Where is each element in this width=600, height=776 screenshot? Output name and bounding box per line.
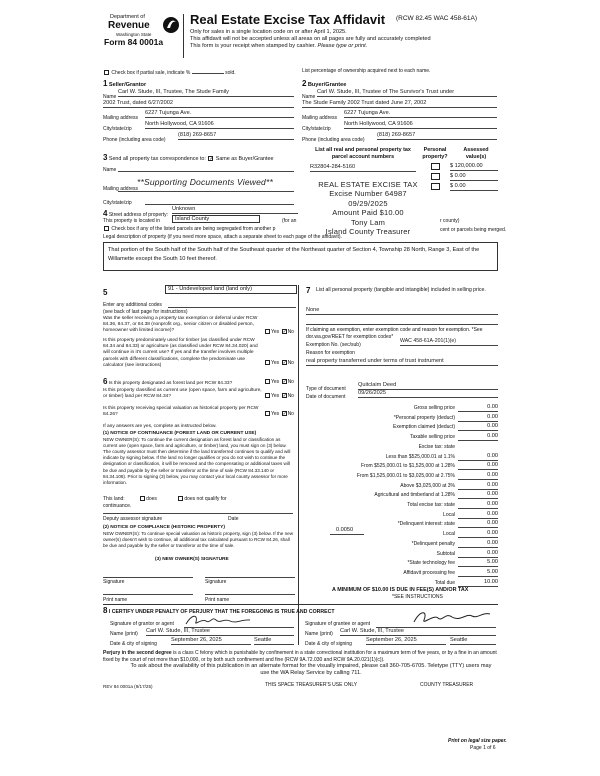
- seller-heading: [103, 79, 146, 89]
- tax-line-value[interactable]: 0.00: [458, 423, 498, 431]
- rcw-reference: (RCW 82.45 WAC 458-61A): [396, 15, 478, 22]
- header-divider: [183, 14, 184, 58]
- no-label: No: [287, 393, 294, 399]
- tax-line-value[interactable]: 0.00: [458, 550, 498, 558]
- current-use-answer: [264, 393, 294, 399]
- tax-line-label: Affidavit processing fee: [403, 569, 455, 576]
- tax-line-label: From $1,525,000.01 to $3,025,000 at 2.75%: [356, 472, 455, 479]
- parcel-col-header: List all real and personal property tax parcel account numbers: [315, 147, 411, 160]
- tax-line-label: Agricultural and timberland at 1.28%: [374, 492, 455, 499]
- assessed-value-col-header: Assessed value(s): [463, 147, 489, 160]
- state-label: Washington State: [116, 32, 152, 37]
- correspondence-name-field[interactable]: [118, 166, 294, 172]
- legal-paper-note: Print on legal size paper.: [448, 738, 507, 744]
- grantee-signature-image: [410, 608, 495, 628]
- personal-property-col-header: Personal property?: [422, 147, 448, 160]
- seller-phone-label: Phone (including area code): [103, 137, 166, 143]
- header-notice-3: [190, 43, 367, 50]
- tax-line-label: *State technology fee: [407, 560, 455, 567]
- compliance-heading: (2) NOTICE OF COMPLIANCE (HISTORIC PROPERTY): [103, 525, 225, 530]
- does-not-label: does not qualify for: [184, 496, 227, 502]
- tax-line-label: Subtotal: [436, 550, 455, 557]
- personal-property-checkbox[interactable]: [431, 163, 440, 170]
- assessor-signature-label: Deputy assessor signature: [103, 516, 163, 522]
- no-label: No: [287, 360, 294, 366]
- tax-line-value[interactable]: 0.00: [458, 472, 498, 480]
- county-value: Island County: [175, 216, 210, 222]
- grantee-city-field[interactable]: Seattle: [450, 637, 496, 645]
- document-type-field[interactable]: Quitclaim Deed: [358, 382, 498, 390]
- no-label: No: [287, 329, 294, 335]
- section-divider-vertical: [298, 285, 299, 645]
- exemption-claim-label: If claiming an exemption, enter exemption code and reason for exemption. *See dor.wa.gov/REET for exemption codes*: [306, 327, 483, 341]
- grantee-name-label: Name (print): [305, 631, 333, 637]
- partial-sale-row: [103, 68, 236, 76]
- grantee-date-field[interactable]: September 26, 2025: [366, 637, 446, 645]
- tax-line-value[interactable]: 0.00: [458, 462, 498, 470]
- form-title: Real Estate Excise Tax Affidavit: [190, 12, 386, 27]
- street-address-field[interactable]: Unknown: [172, 206, 298, 214]
- section-3-number: 3: [103, 153, 108, 162]
- personal-property-label: List all personal property (tangible and intangible) included in selling price.: [316, 287, 486, 293]
- forest-no-checkbox[interactable]: ✓: [282, 379, 287, 386]
- perjury-bold: Perjury in the second degree: [103, 650, 172, 656]
- forest-land-question: [103, 377, 263, 387]
- assessor-date-label: Date: [228, 516, 239, 522]
- complete-instruction: If any answers are yes, complete as instructed below.: [103, 424, 217, 429]
- personal-property-field[interactable]: None: [306, 307, 498, 315]
- tax-line-label: Excise tax: state: [418, 443, 455, 450]
- section-8-top-rule: [103, 604, 498, 605]
- tax-line-label: Taxable selling price: [409, 434, 455, 441]
- header-notice-2: This affidavit will not be accepted unless all areas on all pages are fully and accurately completed: [190, 36, 431, 42]
- accessibility-notice: To ask about the availability of this publication in an alternate format for the visually impaired, please call 360-705-6705. Teletype (TTY) users may use the WA Relay Service by calling 711.: [130, 663, 492, 677]
- county-note: r county): [440, 218, 460, 224]
- tax-line-value[interactable]: 0.00: [458, 433, 498, 441]
- timber-question: Is this property predominately used for timber (as classified under RCW 84.34 and 84.33) or agriculture (as classified under RCW 84.34.020) and will continue in it's current use? If yes and the transfer involves multiple parcels with different classifications, complete the predominate use calculator (see instructions): [103, 338, 258, 368]
- this-land-label: This land:: [103, 496, 125, 502]
- tax-line-value[interactable]: 0.00: [458, 453, 498, 461]
- section-6-number: 6: [103, 377, 108, 386]
- tax-line-value[interactable]: 0.00: [458, 404, 498, 412]
- grantor-date-city-label: Date & city of signing: [110, 641, 157, 647]
- document-type-label: Type of document: [306, 386, 346, 392]
- supporting-documents-stamp: **Supporting Documents Viewed**: [137, 177, 273, 187]
- grantor-name-field[interactable]: Carl W. Stude, III, Trustee: [146, 628, 294, 636]
- seller-mailing-field[interactable]: 6227 Tujunga Ave.: [145, 110, 294, 118]
- document-date-label: Date of document: [306, 394, 346, 400]
- section-1-number: 1: [103, 79, 108, 88]
- current-use-question: Is this property classified as current use (open space, farm and agriculture, or timber) land per RCW 84.34?: [103, 388, 262, 400]
- stamp-line: Tony Lam: [350, 217, 386, 227]
- treasurer-use-only: THIS SPACE TREASURER'S USE ONLY: [265, 682, 358, 688]
- historic-no-checkbox[interactable]: ✓: [282, 411, 287, 418]
- exemption-no-checkbox[interactable]: ✓: [282, 329, 287, 336]
- new-owner-heading: (3) NEW OWNER(S) SIGNATURE: [155, 557, 229, 562]
- buyer-phone-label: Phone (including area code): [302, 137, 365, 143]
- county-treasurer: COUNTY TREASURER: [420, 682, 474, 688]
- grantee-signature-label: Signature of grantee or agent: [305, 621, 371, 627]
- grantee-date-city-label: Date & city of signing: [305, 641, 352, 647]
- assessed-value-field[interactable]: $ 120,000.00: [450, 163, 498, 171]
- exemption-reason-label: Reason for exemption: [306, 350, 355, 356]
- type-or-print-notice: Please type or print.: [317, 43, 368, 49]
- revenue-label: Revenue: [108, 20, 150, 31]
- partial-sale-sold-label: sold.: [225, 70, 236, 76]
- tax-line-label: Total excise tax: state: [407, 502, 455, 508]
- yes-label: Yes: [271, 360, 280, 366]
- grantor-signature-label: Signature of grantor or agent: [110, 621, 174, 627]
- buyer-mailing-field[interactable]: 6227 Tujunga Ave.: [344, 110, 497, 118]
- exemption-number-label: Exemption No. (sec/sub): [306, 342, 361, 348]
- buyer-mailing-label: Mailing address: [302, 115, 338, 121]
- personal-property-checkbox[interactable]: [431, 173, 440, 180]
- exemption-number-field[interactable]: WAC 458-61A-201(1)(e): [400, 338, 498, 346]
- dor-swirl-icon: [162, 14, 180, 36]
- for-an-label: (for an: [282, 218, 297, 224]
- perjury-notice: [103, 650, 499, 663]
- property-location-label: This property is located in: [103, 218, 160, 224]
- buyer-city-field[interactable]: North Hollywood, CA 91606: [344, 121, 497, 129]
- tax-line-value[interactable]: 0.00: [458, 511, 498, 519]
- section-8-number: 8: [103, 606, 108, 615]
- grantor-name-label: Name (print): [110, 631, 138, 637]
- new-owner-signature-field[interactable]: [205, 576, 295, 578]
- receipt-notice: This form is your receipt when stamped by cashier.: [190, 43, 318, 49]
- segregated-checkbox[interactable]: [104, 226, 109, 231]
- see-back-note: (see back of last page for instructions): [103, 309, 188, 315]
- dept-label: Department of: [110, 14, 145, 20]
- same-as-buyer-label: Same as Buyer/Grantee: [215, 156, 274, 162]
- correspondence-city-field[interactable]: [145, 199, 294, 205]
- tax-line-value: [458, 443, 498, 450]
- correspondence-name-label: Name: [103, 167, 117, 173]
- section-4-number: 4: [103, 209, 108, 218]
- tax-line-label: Gross selling price: [413, 405, 455, 411]
- signature-label: Signature: [103, 579, 125, 585]
- continuance-heading: (1) NOTICE OF CONTINUANCE (FOREST LAND OR CURRENT USE): [103, 431, 257, 436]
- form-number: Form 84 0001a: [104, 37, 164, 47]
- section-5-number: 5: [103, 288, 108, 297]
- this-land-row: [103, 496, 227, 502]
- buyer-name-field-line2[interactable]: The Stude Family 2002 Trust dated June 27, 2002: [302, 100, 497, 108]
- assessed-value-field[interactable]: $ 0.00: [450, 173, 498, 181]
- current-use-no-checkbox[interactable]: ✓: [282, 393, 287, 400]
- buyer-phone-field[interactable]: (818) 269-8657: [377, 132, 497, 140]
- no-label: No: [287, 379, 294, 385]
- seller-city-field[interactable]: North Hollywood, CA 91606: [145, 121, 294, 129]
- seller-name-label: Name: [103, 94, 117, 100]
- land-use-select[interactable]: [165, 285, 297, 294]
- tax-line-value[interactable]: 10.00: [458, 579, 498, 587]
- grantee-name-field[interactable]: Carl W. Stude, III, Trustee: [340, 628, 496, 636]
- same-as-buyer-checkbox[interactable]: ✓: [209, 156, 214, 163]
- tax-line-label: *Delinquent penalty: [411, 540, 455, 547]
- stamp-line: Amount Paid $10.00: [332, 208, 404, 218]
- does-qualify-checkbox[interactable]: [140, 496, 145, 501]
- tax-line-label: Above $3,025,000 at 3%: [400, 482, 455, 489]
- tax-line-label: Local: [443, 531, 455, 538]
- stamp-line: Island County Treasurer: [325, 226, 411, 236]
- yes-label: Yes: [271, 379, 280, 385]
- forest-land-answer: [264, 379, 294, 385]
- no-label: No: [287, 411, 294, 417]
- continuance-text: NEW OWNER(S): To continue the current designation as forest land or classification as current use (open space, farm and agriculture, or timber) land, you must sign on (3) below. The county assessor must then determine if the land transferred continues to qualify and will indicate by signing below. If the land no longer qualifies or you do not wish to continue the designation or classification, it will be removed and the compensating or additional taxes will be due and payable by the seller or transferor at the time of sale (RCW 84.33.140 or 84.34.108). Prior to signing (3) below, you may contact your local county assessor for more information.: [103, 437, 291, 485]
- timber-answer: [264, 360, 294, 366]
- new-owner-print-field[interactable]: [205, 593, 295, 595]
- seller-name-field-line2[interactable]: 2002 Trust, dated 6/27/2002: [103, 100, 294, 108]
- county-select[interactable]: [172, 215, 260, 223]
- exemption-reason-field[interactable]: real property transferred under terms of trust instrument: [306, 358, 498, 366]
- stamp-line: 09/29/2025: [348, 198, 388, 208]
- tax-line-label: Less than $525,000.01 at 1.1%: [385, 453, 455, 460]
- print-name-label: Print name: [103, 597, 128, 603]
- local-rate-underline: [330, 533, 364, 535]
- personal-property-field-line2[interactable]: [306, 323, 498, 325]
- buyer-heading-label: Buyer/Grantee: [307, 82, 347, 88]
- yes-label: Yes: [271, 411, 280, 417]
- tax-line-label: *Delinquent interest: state: [397, 521, 455, 528]
- current-use-yes-checkbox[interactable]: [265, 393, 270, 398]
- dor-logo: [108, 14, 178, 54]
- tax-line-value[interactable]: 5.00: [458, 559, 498, 567]
- tax-line-label: Total due: [434, 579, 455, 586]
- grantor-city-field[interactable]: Seattle: [254, 637, 294, 645]
- forest-land-question-text: Is this property designated as forest land per RCW 84.33?: [108, 381, 233, 386]
- partial-sale-percent-field[interactable]: [192, 68, 224, 74]
- exemption-yes-checkbox[interactable]: [265, 329, 270, 334]
- tax-line-value[interactable]: 0.00: [458, 530, 498, 538]
- correspondence-mailing-label: Mailing address: [103, 186, 139, 192]
- assessor-signature-field[interactable]: [103, 512, 293, 514]
- segregated-row: [103, 226, 275, 232]
- correspondence-city-label: City/state/zip: [103, 200, 132, 206]
- seller-phone-field[interactable]: (818) 269-8657: [178, 132, 294, 140]
- merged-note: cent or parcels being merged.: [440, 227, 507, 233]
- seller-mailing-label: Mailing address: [103, 115, 139, 121]
- section-7-number: 7: [306, 286, 311, 295]
- header-notice-1: Only for sales in a single location code on or after April 1, 2025.: [190, 29, 347, 35]
- legal-description-box[interactable]: [103, 242, 498, 271]
- tax-line-label: *Personal property (deduct): [393, 414, 455, 421]
- grantor-date-field[interactable]: September 26, 2025: [171, 637, 251, 645]
- local-rate-value: 0.0050: [336, 527, 354, 533]
- partial-sale-label: Check box if partial sale, indicate %: [111, 70, 191, 76]
- section-2-number: 2: [302, 79, 307, 88]
- minimum-notice: A MINIMUM OF $10.00 IS DUE IN FEE(S) AND/OR TAX: [332, 587, 469, 593]
- buyer-city-label: City/state/zip: [302, 126, 331, 132]
- legal-description-text: That portion of the South half of the South half of the Southeast quarter of the Northeast quarter of Section 4, Township 28 North, Range 3, East of the Willamette except the South 10 feet thereof.: [108, 247, 480, 262]
- exemption-question: Was the seller receiving a property tax exemption or deferral under RCW 84.36, 84.37, or 84.38 (nonprofit org., senior citizen or disabled person, homeowner with limited income)?: [103, 316, 258, 334]
- ownership-note: List percentage of ownership acquired next to each name.: [302, 68, 431, 74]
- see-instructions: *SEE INSTRUCTIONS: [392, 594, 443, 600]
- assessed-value-field[interactable]: $ 0.00: [450, 183, 498, 191]
- yes-label: Yes: [271, 393, 280, 399]
- new-owner-signature-field[interactable]: [103, 576, 193, 578]
- tax-correspondence-row: [103, 153, 274, 163]
- correspondence-mailing-field[interactable]: [118, 186, 294, 192]
- seller-city-label: City/state/zip: [103, 126, 132, 132]
- document-date-field[interactable]: 09/26/2025: [358, 390, 498, 398]
- timber-no-checkbox[interactable]: ✓: [282, 360, 287, 367]
- tax-line-value[interactable]: 0.00: [458, 540, 498, 548]
- land-use-value: 91 - Undeveloped land (land only): [168, 286, 252, 292]
- timber-yes-checkbox[interactable]: [265, 360, 270, 365]
- stamp-line: REAL ESTATE EXCISE TAX: [318, 180, 418, 189]
- tax-line-value[interactable]: 5.00: [458, 569, 498, 577]
- street-address-label: Street address of property:: [108, 212, 169, 218]
- tax-line-label: From $525,000.01 to $1,525,000 at 1.28%: [361, 463, 455, 470]
- tax-line-value[interactable]: 0.00: [458, 520, 498, 528]
- historic-yes-checkbox[interactable]: [265, 411, 270, 416]
- tax-line-label: Local: [443, 511, 455, 518]
- forest-yes-checkbox[interactable]: [265, 379, 270, 384]
- tax-line-value[interactable]: 0.00: [458, 491, 498, 499]
- excise-tax-stamp: [300, 180, 436, 236]
- signature-label: Signature: [205, 579, 227, 585]
- rev-number: REV 84 0001a (9/17/25): [103, 684, 153, 689]
- tax-line-value[interactable]: 0.00: [458, 414, 498, 422]
- parcel-number-field[interactable]: R32804-284-5160: [310, 164, 416, 172]
- does-not-qualify-checkbox[interactable]: [178, 496, 183, 501]
- exemption-answer: [264, 329, 294, 335]
- tax-correspondence-label: Send all property tax correspondence to:: [108, 156, 206, 162]
- page-number: Page 1 of 6: [470, 745, 496, 751]
- tax-line-label: Exemption claimed (deduct): [393, 424, 455, 431]
- does-label: does: [146, 496, 157, 502]
- segregated-label: Check box if any of the listed parcels are being segregated from another p: [111, 226, 276, 232]
- yes-label: Yes: [271, 329, 280, 335]
- compliance-text: NEW OWNER(S): To continue special valuation as historic property, sign (3) below. If the new owner(s) doesn't wish to continue, all additional tax calculated pursuant to RCW 84.26, shall be due and payable by the seller or transferor at the time of sale.: [103, 531, 294, 549]
- print-name-label: Print name: [205, 597, 230, 603]
- additional-codes-field[interactable]: [168, 302, 296, 308]
- additional-codes-label: Enter any additional codes: [103, 302, 162, 308]
- certify-statement: I CERTIFY UNDER PENALTY OF PERJURY THAT THE FOREGOING IS TRUE AND CORRECT: [108, 609, 335, 615]
- stamp-line: Excise Number 64987: [329, 189, 407, 199]
- continuance-label: continuance.: [103, 503, 132, 509]
- partial-sale-checkbox[interactable]: [104, 70, 109, 75]
- buyer-heading: [302, 79, 346, 89]
- buyer-name-field[interactable]: Carl W. Stude, III, Trustee of The Survivor's Trust under: [317, 89, 497, 97]
- tax-line-value[interactable]: 0.00: [458, 501, 498, 509]
- buyer-name-label: Name: [302, 94, 316, 100]
- historic-answer: [264, 411, 294, 417]
- tax-line-value[interactable]: 0.00: [458, 482, 498, 490]
- legal-description-label: Legal description of property (if you need more space, attach a separate sheet to each page of the affidavit).: [103, 234, 342, 240]
- perjury-text: is a class C felony which is punishable by confinement in a state correctional institution for a maximum term of five years, or by a fine in an amount fixed by the court of not more than $10,000, or by both such confinement and fine (RCW 9A.72.030 and RCW 9A.20.021(1)(c)).: [103, 650, 497, 663]
- seller-heading-label: Seller/Grantor: [108, 82, 147, 88]
- new-owner-print-field[interactable]: [103, 593, 193, 595]
- seller-name-field[interactable]: Carl W. Stude, III, Trustee, The Stude Family: [118, 89, 294, 97]
- historic-question: Is this property receiving special valuation as historical property per RCW 84.26?: [103, 406, 259, 418]
